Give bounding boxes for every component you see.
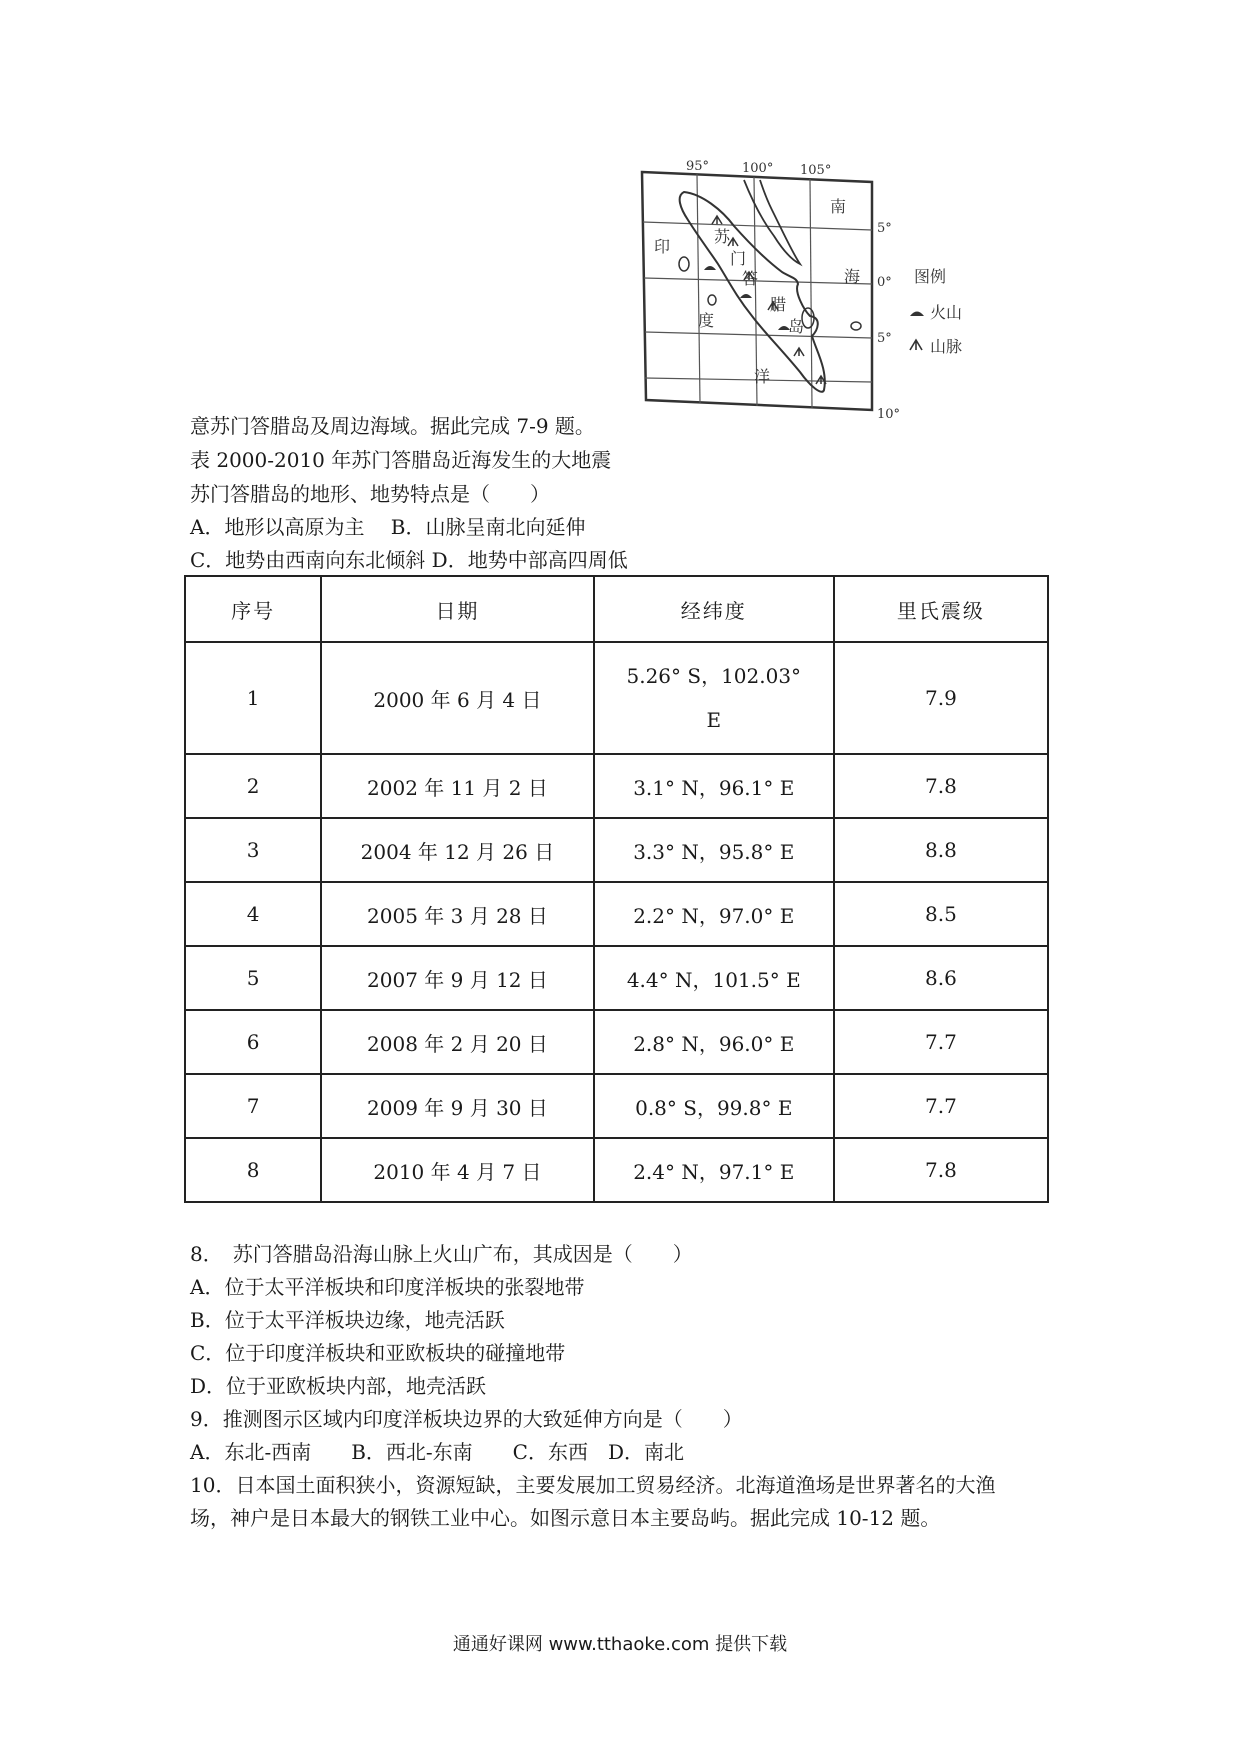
table-row	[185, 754, 1048, 818]
question-9-stem: 9．推测图示区域内印度洋板块边界的大致延伸方向是（ ）	[190, 1407, 743, 1431]
lon-label-105: 105°	[800, 163, 832, 178]
cell-index: 8	[185, 1138, 321, 1202]
question-8-option-c: C．位于印度洋板块和亚欧板块的碰撞地带	[190, 1341, 566, 1365]
island-label-men: 门	[730, 249, 747, 268]
lat-label-5n: 5°	[877, 221, 892, 236]
question-7-options-cd: C．地势由西南向东北倾斜 D．地势中部高四周低	[190, 548, 628, 572]
island-label-su: 苏	[714, 227, 731, 246]
table-caption: 表 2000-2010 年苏门答腊岛近海发生的大地震	[190, 448, 612, 472]
cell-index: 4	[185, 882, 321, 946]
cell-magnitude: 7.7	[834, 1074, 1048, 1138]
island-small	[679, 257, 689, 271]
lat-label-10s: 10°	[877, 407, 901, 422]
lat-label-5s: 5°	[877, 331, 892, 346]
legend-volcano-label: 火山	[930, 303, 963, 322]
cell-date: 2000 年 6 月 4 日	[321, 642, 593, 754]
cell-magnitude: 8.8	[834, 818, 1048, 882]
cell-coordinates-text: 5.26° S，102.03° E	[626, 664, 802, 732]
cell-coordinates: 2.8° N，96.0° E	[594, 1010, 834, 1074]
question-7-stem: 苏门答腊岛的地形、地势特点是（ ）	[190, 482, 550, 506]
question-7-options-ab: A．地形以高原为主 B．山脉呈南北向延伸	[190, 515, 586, 539]
cell-index: 2	[185, 754, 321, 818]
cell-magnitude: 7.9	[834, 642, 1048, 754]
header-magnitude: 里氏震级	[834, 576, 1048, 642]
peninsula-outline	[744, 180, 800, 264]
cell-magnitude: 7.8	[834, 754, 1048, 818]
table-row	[185, 882, 1048, 946]
question-10-line-2: 场，神户是日本最大的钢铁工业中心。如图示意日本主要岛屿。据此完成 10-12 题。	[190, 1506, 941, 1530]
table-row	[185, 1138, 1048, 1202]
table-row	[185, 1074, 1048, 1138]
island-small	[851, 322, 861, 330]
question-8-option-b: B．位于太平洋板块边缘，地壳活跃	[190, 1308, 505, 1332]
legend-title: 图例	[914, 267, 947, 286]
page-footer: 通通好课网 www.tthaoke.com 提供下载	[452, 1634, 788, 1655]
question-9-options: A．东北-西南 B．西北-东南 C．东西 D．南北	[190, 1440, 684, 1464]
cell-index: 7	[185, 1074, 321, 1138]
cell-coordinates: 3.3° N，95.8° E	[594, 818, 834, 882]
cell-date: 2005 年 3 月 28 日	[321, 882, 593, 946]
cell-date: 2008 年 2 月 20 日	[321, 1010, 593, 1074]
cell-coordinates	[594, 642, 834, 754]
legend-mountain-label: 山脉	[930, 337, 963, 356]
cell-date: 2007 年 9 月 12 日	[321, 946, 593, 1010]
cell-date: 2010 年 4 月 7 日	[321, 1138, 593, 1202]
legend-mountain-icon	[910, 340, 922, 350]
sea-label-hai: 海	[844, 267, 861, 286]
cell-index: 1	[185, 642, 321, 754]
cell-date: 2004 年 12 月 26 日	[321, 818, 593, 882]
ocean-label-yin: 印	[654, 237, 671, 256]
cell-coordinates: 4.4° N，101.5° E	[594, 946, 834, 1010]
cell-magnitude: 8.5	[834, 882, 1048, 946]
lon-label-95: 95°	[686, 160, 710, 174]
earthquake-table	[184, 575, 1049, 1203]
cell-index: 6	[185, 1010, 321, 1074]
cell-magnitude: 7.7	[834, 1010, 1048, 1074]
island-label-la: 腊	[770, 295, 787, 314]
question-8-option-d: D．位于亚欧板块内部，地壳活跃	[190, 1374, 487, 1398]
cell-coordinates: 2.4° N，97.1° E	[594, 1138, 834, 1202]
cell-magnitude: 7.8	[834, 1138, 1048, 1202]
table-row	[185, 1010, 1048, 1074]
cell-date: 2009 年 9 月 30 日	[321, 1074, 593, 1138]
question-8-option-a: A．位于太平洋板块和印度洋板块的张裂地带	[190, 1275, 585, 1299]
cell-date: 2002 年 11 月 2 日	[321, 754, 593, 818]
cell-coordinates: 0.8° S，99.8° E	[594, 1074, 834, 1138]
header-index: 序号	[185, 576, 321, 642]
cell-index: 5	[185, 946, 321, 1010]
sea-label-nan: 南	[830, 197, 847, 216]
question-8-stem: 8． 苏门答腊岛沿海山脉上火山广布，其成因是（ ）	[190, 1242, 693, 1266]
table-header-row	[185, 576, 1048, 642]
header-coordinates: 经纬度	[594, 576, 834, 642]
lat-label-0: 0°	[877, 275, 892, 290]
ocean-label-du: 度	[698, 311, 715, 330]
sumatra-map-svg	[632, 160, 1052, 430]
sumatra-map	[632, 160, 1052, 430]
cell-coordinates: 2.2° N，97.0° E	[594, 882, 834, 946]
ocean-label-yang: 洋	[754, 367, 771, 386]
island-label-da: 答	[742, 269, 759, 288]
lon-label-100: 100°	[742, 161, 774, 176]
island-small	[708, 295, 716, 305]
cell-index: 3	[185, 818, 321, 882]
table-row	[185, 642, 1048, 754]
question-10-line-1: 10．日本国土面积狭小，资源短缺，主要发展加工贸易经济。北海道渔场是世界著名的大渔	[190, 1473, 996, 1497]
table-row	[185, 818, 1048, 882]
cell-magnitude: 8.6	[834, 946, 1048, 1010]
table-row	[185, 946, 1048, 1010]
legend-volcano-icon	[910, 312, 924, 317]
sumatra-island-outline	[680, 192, 825, 392]
cell-coordinates: 3.1° N，96.1° E	[594, 754, 834, 818]
header-date: 日期	[321, 576, 593, 642]
island-label-dao: 岛	[788, 317, 805, 336]
intro-line: 意苏门答腊岛及周边海域。据此完成 7-9 题。	[190, 414, 595, 438]
